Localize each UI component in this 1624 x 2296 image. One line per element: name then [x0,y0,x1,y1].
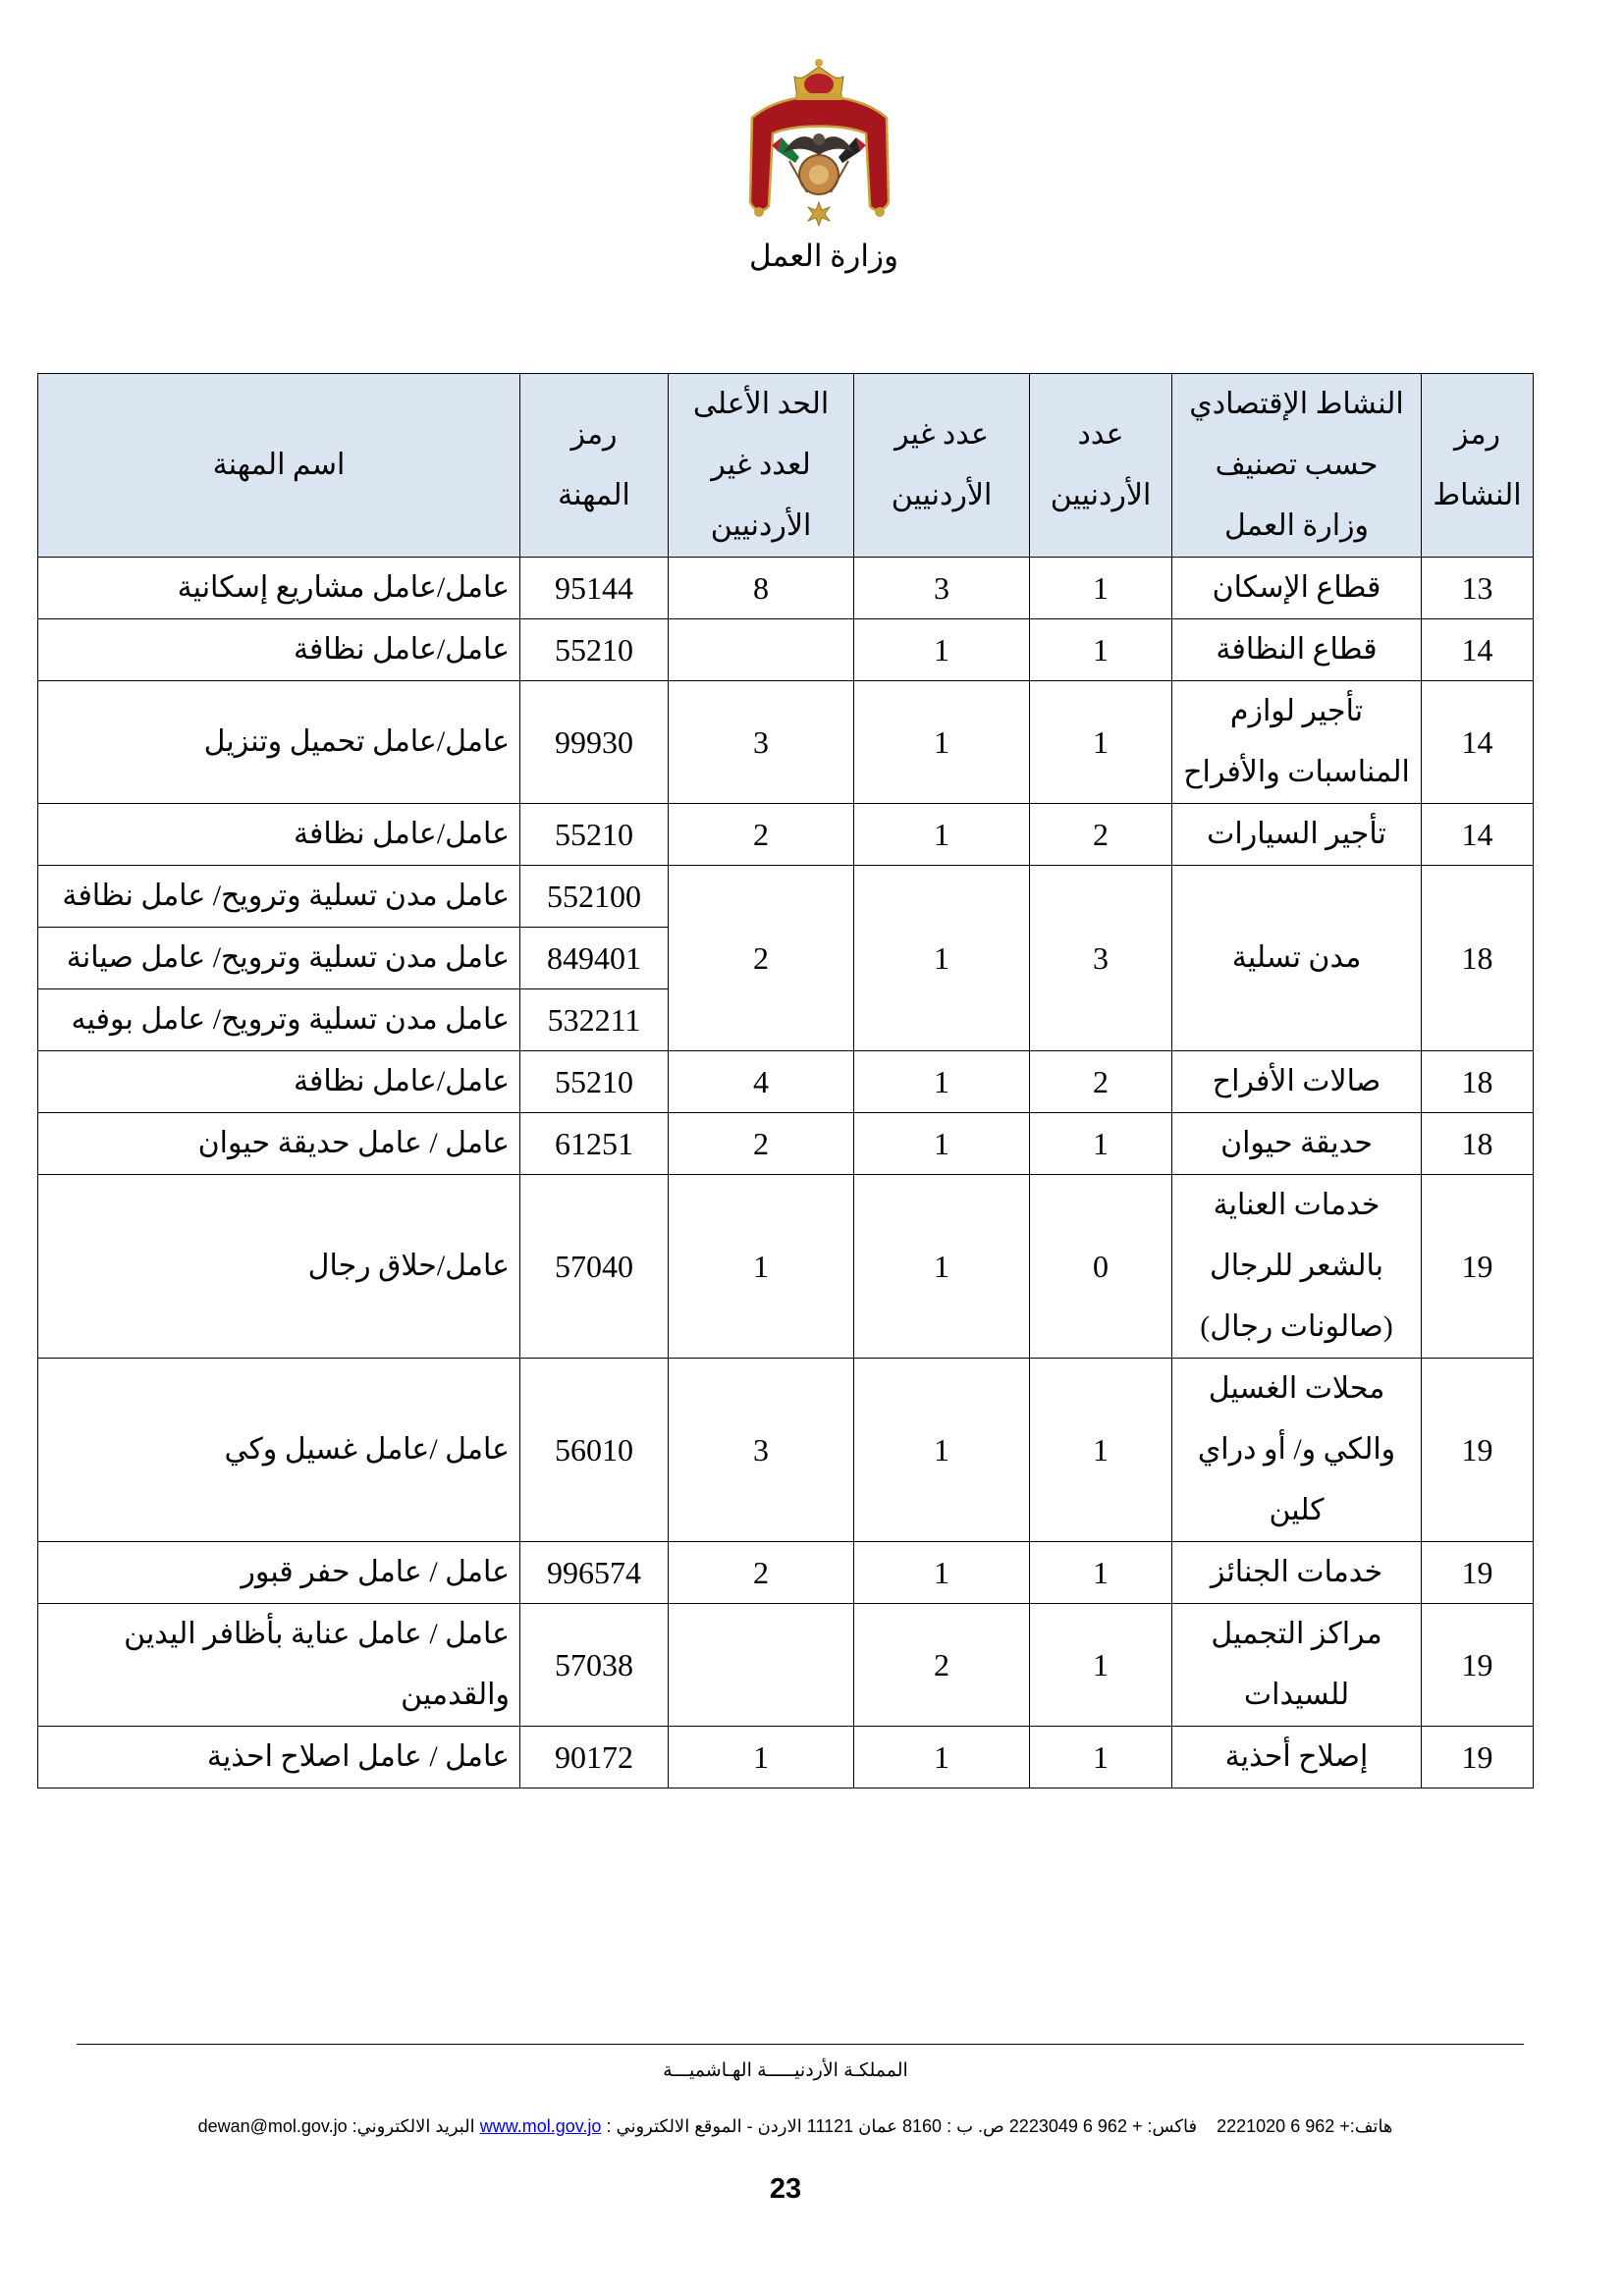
activity-code-cell: 14 [1422,681,1534,804]
footer-phone: هاتف:+ 962 6 2221020 [1217,2116,1393,2136]
profession-name-cell: عامل/حلاق رجال [38,1175,520,1359]
profession-code-cell: 90172 [520,1727,669,1789]
activity-code-cell: 19 [1422,1175,1534,1359]
footer-email: dewan@mol.gov.jo [197,2116,348,2136]
table-row [38,681,1534,804]
non-jordanians-count-cell: 1 [854,1175,1030,1359]
activity-code-cell: 18 [1422,866,1534,1051]
header-activity-code: رمز النشاط [1422,374,1534,558]
non-jordanians-count-cell: 1 [854,1051,1030,1113]
profession-code-cell: 849401 [520,928,669,989]
max-non-jordanians-cell: 2 [669,804,854,866]
max-non-jordanians-cell: 3 [669,1359,854,1542]
table-row [38,1542,1534,1604]
activity-code-cell: 19 [1422,1604,1534,1727]
table-row [38,866,1534,928]
jordanians-count-cell: 0 [1030,1175,1172,1359]
non-jordanians-count-cell: 3 [854,558,1030,619]
table-row [38,619,1534,681]
table-row [38,1727,1534,1789]
profession-name-cell: عامل / عامل اصلاح احذية [38,1727,520,1789]
jordanians-count-cell: 1 [1030,558,1172,619]
non-jordanians-count-cell: 1 [854,866,1030,1051]
max-non-jordanians-cell [669,1604,854,1727]
profession-code-cell: 996574 [520,1542,669,1604]
tassel-right [875,207,885,217]
profession-code-cell: 55210 [520,619,669,681]
non-jordanians-count-cell: 1 [854,681,1030,804]
activity-cell: قطاع الإسكان [1172,558,1422,619]
activity-code-cell: 18 [1422,1051,1534,1113]
footer-country: المملكـة الأردنيـــــة الهـاشميـــة [663,2060,908,2081]
activity-cell: قطاع النظافة [1172,619,1422,681]
non-jordanians-count-cell: 1 [854,804,1030,866]
header-profession-code: رمز المهنة [520,374,669,558]
crown-orb [815,59,823,67]
jordanians-count-cell: 1 [1030,681,1172,804]
profession-code-cell: 56010 [520,1359,669,1542]
profession-code-cell: 552100 [520,866,669,928]
activity-code-cell: 14 [1422,619,1534,681]
profession-name-cell: عامل/عامل نظافة [38,1051,520,1113]
profession-code-cell: 57040 [520,1175,669,1359]
activity-code-cell: 19 [1422,1359,1534,1542]
profession-name-cell: عامل / عامل عناية بأظافر اليدين والقدمين [38,1604,520,1727]
profession-code-cell: 55210 [520,1051,669,1113]
jordanians-count-cell: 1 [1030,1113,1172,1175]
activity-cell: خدمات العناية بالشعر للرجال (صالونات رجال) [1172,1175,1422,1359]
profession-code-cell: 95144 [520,558,669,619]
max-non-jordanians-cell: 3 [669,681,854,804]
activity-code-cell: 18 [1422,1113,1534,1175]
max-non-jordanians-cell: 4 [669,1051,854,1113]
profession-name-cell: عامل مدن تسلية وترويح/ عامل نظافة [38,866,520,928]
table-row [38,1113,1534,1175]
non-jordanians-count-cell: 2 [854,1604,1030,1727]
table-row [38,1051,1534,1113]
activity-cell: تأجير السيارات [1172,804,1422,866]
max-non-jordanians-cell: 2 [669,1542,854,1604]
footer-address: ص. ب : 8160 عمان 11121 الاردن - الموقع الالكتروني : [606,2116,1004,2136]
activity-cell: حديقة حيوان [1172,1113,1422,1175]
profession-name-cell: عامل / عامل حديقة حيوان [38,1113,520,1175]
activity-cell: خدمات الجنائز [1172,1542,1422,1604]
jordanians-count-cell: 1 [1030,1727,1172,1789]
crown-cap [804,74,834,95]
non-jordanians-count-cell: 1 [854,1542,1030,1604]
header-non-jordanians: عدد غير الأردنيين [854,374,1030,558]
table-row [38,558,1534,619]
header-profession-name: اسم المهنة [38,374,520,558]
medal-star [808,202,830,226]
activity-code-cell: 19 [1422,1727,1534,1789]
globe-center [809,165,829,185]
professions-table [37,373,1534,1789]
non-jordanians-count-cell: 1 [854,619,1030,681]
table-row [38,1604,1534,1727]
max-non-jordanians-cell: 2 [669,1113,854,1175]
profession-name-cell: عامل/عامل نظافة [38,619,520,681]
footer-website-link[interactable]: www.mol.gov.jo [479,2116,602,2136]
max-non-jordanians-cell: 1 [669,1175,854,1359]
tassel-left [754,207,764,217]
jordanians-count-cell: 2 [1030,804,1172,866]
profession-code-cell: 99930 [520,681,669,804]
crown-band [795,93,842,100]
profession-name-cell: عامل/عامل تحميل وتنزيل [38,681,520,804]
profession-code-cell: 532211 [520,989,669,1051]
profession-name-cell: عامل /عامل غسيل وكي [38,1359,520,1542]
header-jordanians: عدد الأردنيين [1030,374,1172,558]
footer-divider [77,2044,1524,2045]
jordanians-count-cell: 1 [1030,1542,1172,1604]
table-header-row [38,374,1534,558]
profession-code-cell: 57038 [520,1604,669,1727]
non-jordanians-count-cell: 1 [854,1359,1030,1542]
non-jordanians-count-cell: 1 [854,1727,1030,1789]
activity-code-cell: 19 [1422,1542,1534,1604]
activity-cell: صالات الأفراح [1172,1051,1422,1113]
non-jordanians-count-cell: 1 [854,1113,1030,1175]
footer-email-label: البريد الالكتروني: [352,2116,475,2136]
jordanians-count-cell: 3 [1030,866,1172,1051]
activity-code-cell: 13 [1422,558,1534,619]
activity-cell: تأجير لوازم المناسبات والأفراح [1172,681,1422,804]
profession-code-cell: 55210 [520,804,669,866]
eagle-head [813,133,825,145]
max-non-jordanians-cell: 1 [669,1727,854,1789]
profession-name-cell: عامل/عامل نظافة [38,804,520,866]
jordanians-count-cell: 2 [1030,1051,1172,1113]
jordan-coat-of-arms-icon [738,55,900,234]
jordanians-count-cell: 1 [1030,619,1172,681]
footer-fax: فاكس: + 962 6 2223049 [1008,2116,1198,2136]
table-row [38,1175,1534,1359]
activity-cell: إصلاح أحذية [1172,1727,1422,1789]
table-row [38,1359,1534,1542]
activity-cell: محلات الغسيل والكي و/ أو دراي كلين [1172,1359,1422,1542]
profession-name-cell: عامل/عامل مشاريع إسكانية [38,558,520,619]
jordanians-count-cell: 1 [1030,1604,1172,1727]
activity-cell: مراكز التجميل للسيدات [1172,1604,1422,1727]
activity-code-cell: 14 [1422,804,1534,866]
page-number: 23 [769,2173,802,2205]
header-activity: النشاط الإقتصادي حسب تصنيف وزارة العمل [1172,374,1422,558]
activity-cell: مدن تسلية [1172,866,1422,1051]
max-non-jordanians-cell: 2 [669,866,854,1051]
profession-name-cell: عامل مدن تسلية وترويح/ عامل بوفيه [38,989,520,1051]
profession-name-cell: عامل / عامل حفر قبور [38,1542,520,1604]
ministry-title: وزارة العمل [749,239,898,273]
table-row [38,804,1534,866]
profession-code-cell: 61251 [520,1113,669,1175]
header-max-non-jordanians: الحد الأعلى لعدد غير الأردنيين [669,374,854,558]
max-non-jordanians-cell: 8 [669,558,854,619]
profession-name-cell: عامل مدن تسلية وترويح/ عامل صيانة [38,928,520,989]
footer-contact-line [59,2116,1532,2137]
jordanians-count-cell: 1 [1030,1359,1172,1542]
max-non-jordanians-cell [669,619,854,681]
